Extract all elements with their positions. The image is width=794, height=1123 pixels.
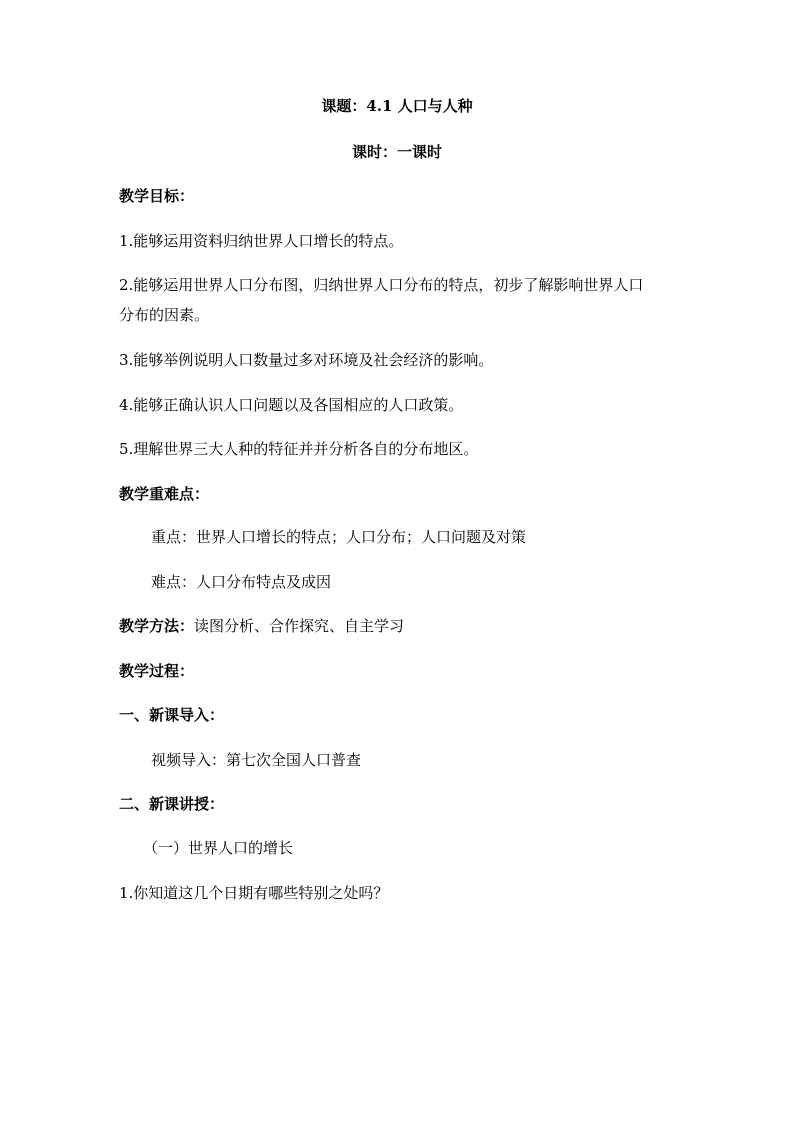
class-hours: 课时：一课时	[351, 143, 442, 161]
methods-text: 读图分析、合作探究、自主学习	[194, 617, 405, 635]
process-heading: 教学过程：	[119, 662, 195, 680]
objective-item: 1.能够运用资料归纳世界人口增长的特点。	[119, 232, 404, 250]
objective-item-continuation: 分布的因素。	[119, 306, 210, 324]
section1-heading: 一、新课导入：	[119, 706, 225, 724]
teaching-methods	[119, 619, 699, 634]
objective-item: 5.理解世界三大人种的特征并并分析各自的分布地区。	[119, 440, 479, 458]
difficult-point: 难点：人口分布特点及成因	[151, 573, 332, 591]
key-points-heading: 教学重难点：	[119, 485, 210, 503]
objective-item: 4.能够正确认识人口问题以及各国相应的人口政策。	[119, 396, 464, 414]
objective-item: 3.能够举例说明人口数量过多对环境及社会经济的影响。	[119, 351, 494, 369]
key-point: 重点：世界人口增长的特点；人口分布；人口问题及对策	[151, 528, 527, 546]
objectives-heading: 教学目标：	[119, 187, 195, 205]
methods-label: 教学方法：	[119, 617, 195, 635]
subsection1-heading: （一）世界人口的增长	[143, 839, 294, 857]
document-title: 课题：4.1 人口与人种	[321, 97, 473, 115]
question-item: 1.你知道这几个日期有哪些特别之处吗？	[119, 884, 389, 902]
section1-text: 视频导入：第七次全国人口普查	[151, 751, 362, 769]
section2-heading: 二、新课讲授：	[119, 795, 225, 813]
objective-item: 2.能够运用世界人口分布图，归纳世界人口分布的特点，初步了解影响世界人口	[119, 276, 644, 294]
